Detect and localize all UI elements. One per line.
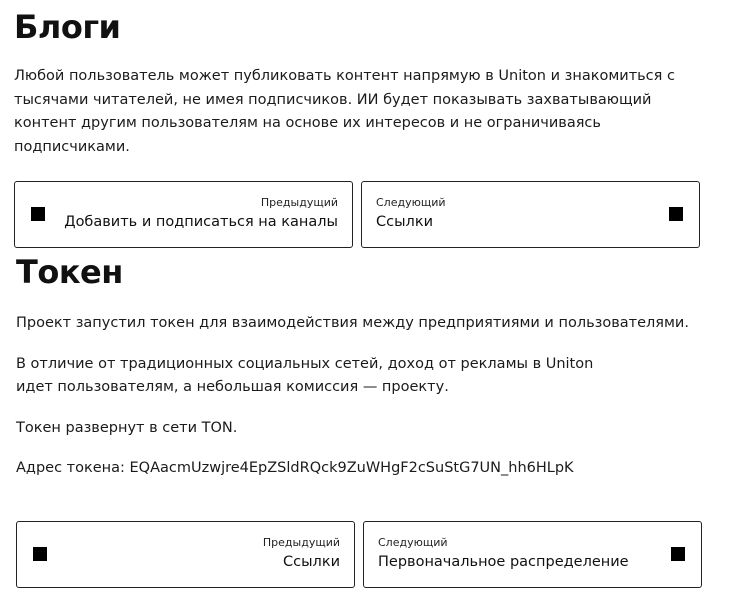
blogs-pagination xyxy=(14,181,714,248)
token-pagination xyxy=(16,521,716,588)
next-title: Ссылки xyxy=(376,214,433,230)
next-arrow-icon xyxy=(671,547,685,561)
prev-label: Предыдущий xyxy=(260,196,338,209)
token-section xyxy=(16,250,716,588)
blogs-description: Любой пользователь может публиковать контент напрямую в Uniton и знакомиться с тысячами читателей, не имея подписчиков. ИИ будет показывать захватывающий контент другим пользователям на основе их интересов и не ограничиваясь подписчиками. xyxy=(14,68,675,155)
blogs-heading: Блоги xyxy=(14,8,121,46)
token-address: Адрес токена: EQAacmUzwjre4EpZSldRQck9ZuWHgF2cSuStG7UN_hh6HLpK xyxy=(16,460,574,476)
next-title: Первоначальное распределение xyxy=(378,553,629,570)
next-page-button[interactable] xyxy=(361,181,700,248)
prev-title: Ссылки xyxy=(283,553,340,570)
prev-page-button[interactable] xyxy=(14,181,353,248)
prev-arrow-icon xyxy=(33,547,47,561)
blogs-section xyxy=(14,0,714,248)
token-paragraph-network: Токен развернут в сети TON. xyxy=(16,419,238,436)
prev-label: Предыдущий xyxy=(262,535,340,549)
next-arrow-icon xyxy=(669,207,683,221)
next-label: Следующий xyxy=(376,196,446,209)
next-label: Следующий xyxy=(378,535,448,549)
prev-title: Добавить и подписаться на каналы xyxy=(64,214,338,230)
token-paragraph-launch: Проект запустил токен для взаимодействия между предприятиями и пользователями. xyxy=(16,315,689,331)
token-paragraph-revenue: В отличие от традиционных социальных сетей, доход от рекламы в Uniton идет пользователям, а небольшая комиссия — проекту. xyxy=(16,355,594,395)
prev-page-button[interactable] xyxy=(16,521,355,588)
next-page-button[interactable] xyxy=(363,521,702,588)
token-heading: Токен xyxy=(16,253,123,291)
prev-arrow-icon xyxy=(31,207,45,221)
